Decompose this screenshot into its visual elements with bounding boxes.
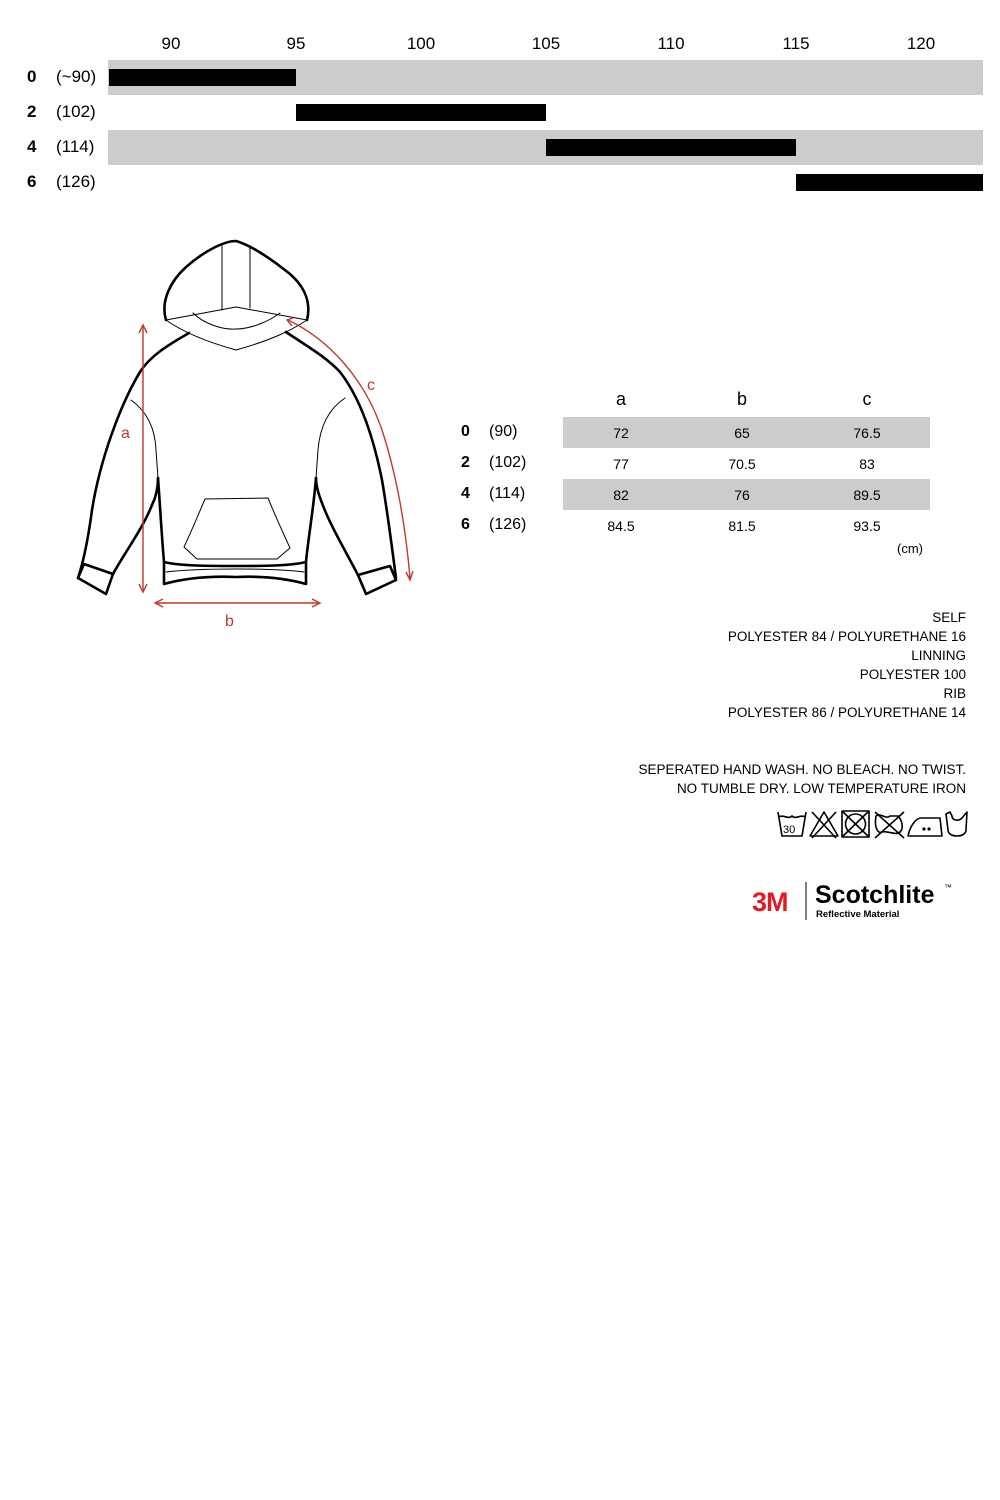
header-a: a: [615, 389, 627, 409]
hood-opening: [166, 307, 307, 320]
scale-tick-label: 100: [406, 34, 436, 53]
svg-text:30: 30: [783, 824, 796, 836]
brand-name: Scotchlite: [815, 881, 935, 909]
size-range-bar: [796, 174, 983, 191]
scale-tick-label: 105: [531, 34, 561, 53]
composition-line: POLYESTER 84 / POLYURETHANE 16: [727, 629, 966, 644]
size-range-bar: [296, 104, 546, 121]
right-cuff: [358, 566, 396, 594]
table-cell: 76: [734, 487, 750, 503]
care-line: NO TUMBLE DRY. LOW TEMPERATURE IRON: [676, 781, 966, 796]
unit-label: (cm): [897, 541, 923, 556]
scotchlite-logo: [752, 878, 962, 927]
wash-30-icon: [778, 812, 806, 836]
torso-right: [306, 478, 316, 562]
size-label: 2: [27, 102, 37, 121]
scale-tick-label: 115: [782, 34, 810, 53]
height-label: (114): [56, 137, 95, 156]
label-a: a: [121, 425, 130, 442]
table-cell: 70.5: [728, 456, 756, 472]
table-size-label: 0: [461, 423, 470, 440]
table-height-label: (90): [489, 423, 518, 440]
scale-tick-label: 120: [906, 34, 936, 53]
size-label: 0: [27, 67, 37, 86]
table-size-label: 6: [461, 516, 470, 533]
composition-line: POLYESTER 86 / POLYURETHANE 14: [727, 705, 966, 720]
hood-center-seam: [222, 246, 250, 310]
header-c: c: [862, 389, 872, 409]
table-size-label: 4: [461, 485, 470, 502]
size-label: 4: [27, 137, 37, 156]
care-line: SEPERATED HAND WASH. NO BLEACH. NO TWIST.: [638, 762, 966, 777]
table-cell: 84.5: [607, 518, 635, 534]
table-cell: 83: [859, 456, 875, 472]
kangaroo-pocket: [184, 498, 290, 559]
table-height-label: (114): [489, 485, 526, 502]
table-cell: 89.5: [853, 487, 881, 503]
table-cell: 82: [613, 487, 629, 503]
torso-left: [158, 478, 164, 562]
hem-seam: [166, 569, 304, 572]
measure-c-arrows: [287, 318, 413, 580]
composition-line: RIB: [943, 686, 966, 701]
right-sleeve-inner: [316, 478, 358, 575]
table-height-label: (102): [489, 454, 527, 471]
height-label: (102): [56, 102, 96, 121]
size-range-bar: [109, 69, 297, 86]
table-cell: 76.5: [853, 425, 881, 441]
header-b: b: [736, 389, 748, 409]
no-wring-icon: [875, 812, 904, 838]
table-cell: 93.5: [853, 518, 881, 534]
trademark: ™: [944, 883, 952, 892]
composition-line: SELF: [932, 610, 966, 625]
label-b: b: [225, 613, 234, 630]
no-bleach-icon: [810, 812, 838, 838]
table-height-label: (126): [489, 516, 527, 533]
brand-tagline: Reflective Material: [816, 909, 900, 920]
care-symbols: [776, 808, 971, 842]
hood-outline: [164, 241, 308, 320]
composition-line: LINNING: [911, 648, 966, 663]
right-raglan-seam: [316, 398, 345, 478]
height-label: (126): [56, 172, 96, 191]
left-raglan-seam: [131, 400, 158, 478]
table-cell: 77: [613, 456, 629, 472]
size-range-bar: [546, 139, 796, 156]
hem: [164, 562, 306, 584]
size-label: 6: [27, 172, 37, 191]
table-cell: 72: [613, 425, 629, 441]
no-tumble-dry-icon: [842, 811, 869, 837]
hood-inner: [193, 313, 280, 329]
height-label: (~90): [56, 67, 97, 86]
hoodie-diagram: [70, 235, 430, 635]
left-sleeve-inner: [113, 478, 158, 574]
scale-tick-label: 90: [161, 34, 181, 53]
table-size-label: 2: [461, 454, 470, 471]
table-cell: 65: [734, 425, 750, 441]
hand-wash-icon: [946, 812, 967, 836]
label-c: c: [367, 377, 375, 394]
composition-line: POLYESTER 100: [859, 667, 966, 682]
left-cuff: [78, 564, 113, 594]
scale-tick-label: 110: [657, 34, 685, 53]
table-cell: 81.5: [728, 518, 756, 534]
low-iron-icon: [908, 818, 942, 836]
scale-tick-label: 95: [286, 34, 306, 53]
3m-mark: 3M: [752, 887, 788, 917]
